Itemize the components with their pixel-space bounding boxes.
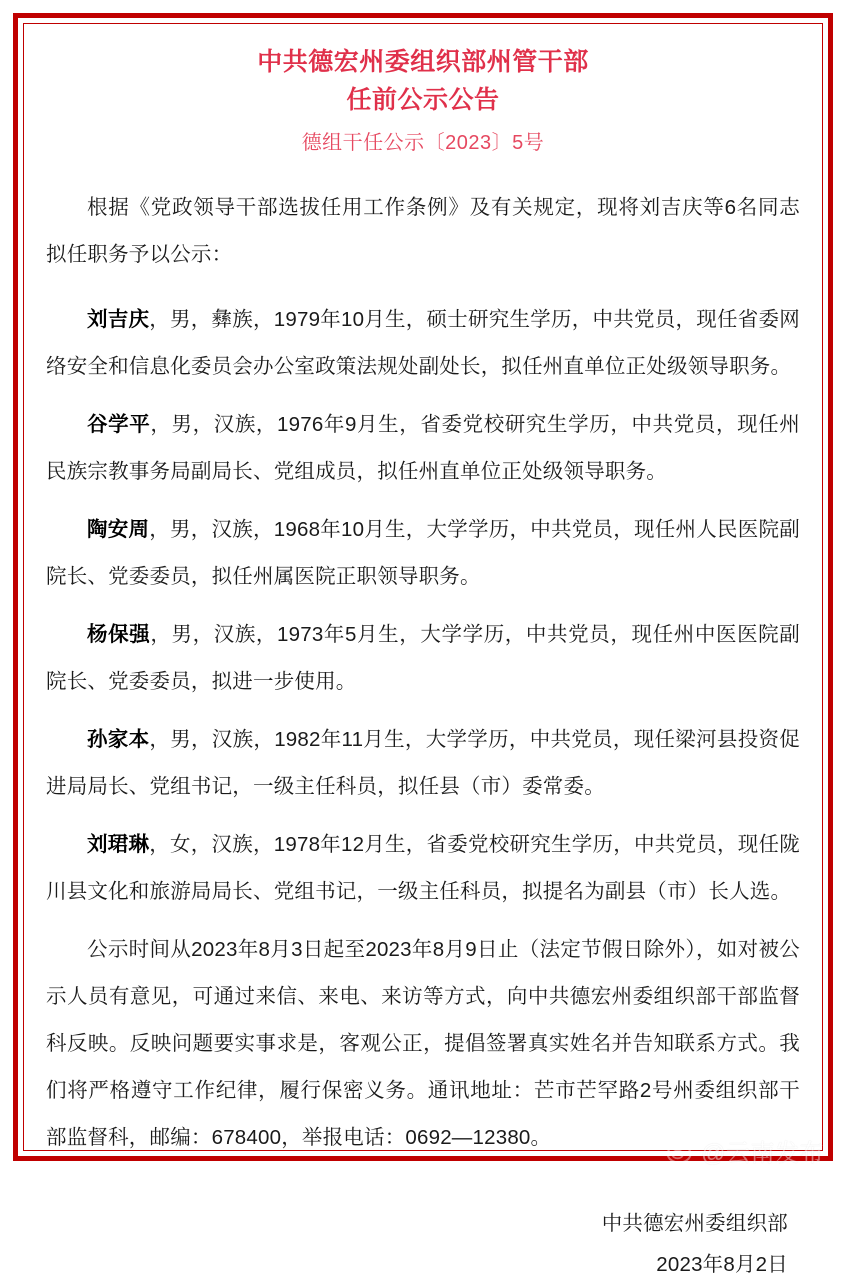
candidate-name: 孙家本	[87, 728, 150, 751]
document-number: 德组干任公示〔2023〕5号	[301, 132, 545, 154]
candidate-entry	[46, 506, 800, 600]
signature-organization: 中共德宏州委组织部	[601, 1212, 788, 1235]
notice-paragraph: 公示时间从2023年8月3日起至2023年8月9日止（法定节假日除外），如对被公示人员有意见，可通过来信、来电、来访等方式，向中共德宏州委组织部干部监督科反映。反映问题要实事求是，客观公正，提倡签署真实姓名并告知联系方式。我们将严格遵守工作纪律，履行保密义务。通讯地址：芒市芒罕路2号州委组织部干部监督科，邮编：678400，举报电话：0692—12380。	[46, 938, 800, 1149]
candidate-entry	[46, 401, 800, 495]
signature-block	[46, 1161, 800, 1285]
candidate-detail: ，男，汉族，1976年9月生，省委党校研究生学历，中共党员，现任州民族宗教事务局副局长、党组成员，拟任州直单位正处级领导职务。	[46, 413, 800, 483]
candidate-entry	[46, 716, 800, 810]
document-body	[46, 158, 800, 1161]
candidate-name: 谷学平	[87, 413, 151, 436]
candidate-entry	[46, 611, 800, 705]
candidate-name: 杨保强	[87, 623, 151, 646]
watermark-text: @云南发布	[701, 1140, 824, 1167]
candidate-detail: ，男，汉族，1982年11月生，大学学历，中共党员，现任梁河县投资促进局局长、党组书记，一级主任科员，拟任县（市）委常委。	[46, 728, 800, 798]
document-content	[46, 30, 800, 1285]
candidate-name: 刘珺琳	[87, 833, 150, 856]
document-title-line1: 中共德宏州委组织部州管干部	[257, 48, 589, 76]
candidate-detail: ，男，汉族，1973年5月生，大学学历，中共党员，现任州中医医院副院长、党委委员，拟进一步使用。	[46, 623, 800, 693]
candidate-detail: ，男，彝族，1979年10月生，硕士研究生学历，中共党员，现任省委网络安全和信息化委员会办公室政策法规处副处长，拟任州直单位正处级领导职务。	[46, 308, 800, 378]
candidate-detail: ，女，汉族，1978年12月生，省委党校研究生学历，中共党员，现任陇川县文化和旅游局局长、党组书记，一级主任科员，拟提名为副县（市）长人选。	[46, 833, 800, 903]
candidate-name: 刘吉庆	[87, 308, 150, 331]
signature-date: 2023年8月2日	[656, 1253, 788, 1276]
intro-paragraph: 根据《党政领导干部选拔任用工作条例》及有关规定，现将刘吉庆等6名同志拟任职务予以公示：	[46, 196, 800, 266]
candidate-entry	[46, 821, 800, 915]
candidate-name: 陶安周	[87, 518, 150, 541]
candidate-entry	[46, 296, 800, 390]
candidate-detail: ，男，汉族，1968年10月生，大学学历，中共党员，现任州人民医院副院长、党委委员，拟任州属医院正职领导职务。	[46, 518, 800, 588]
document-title-line2: 任前公示公告	[346, 86, 500, 114]
